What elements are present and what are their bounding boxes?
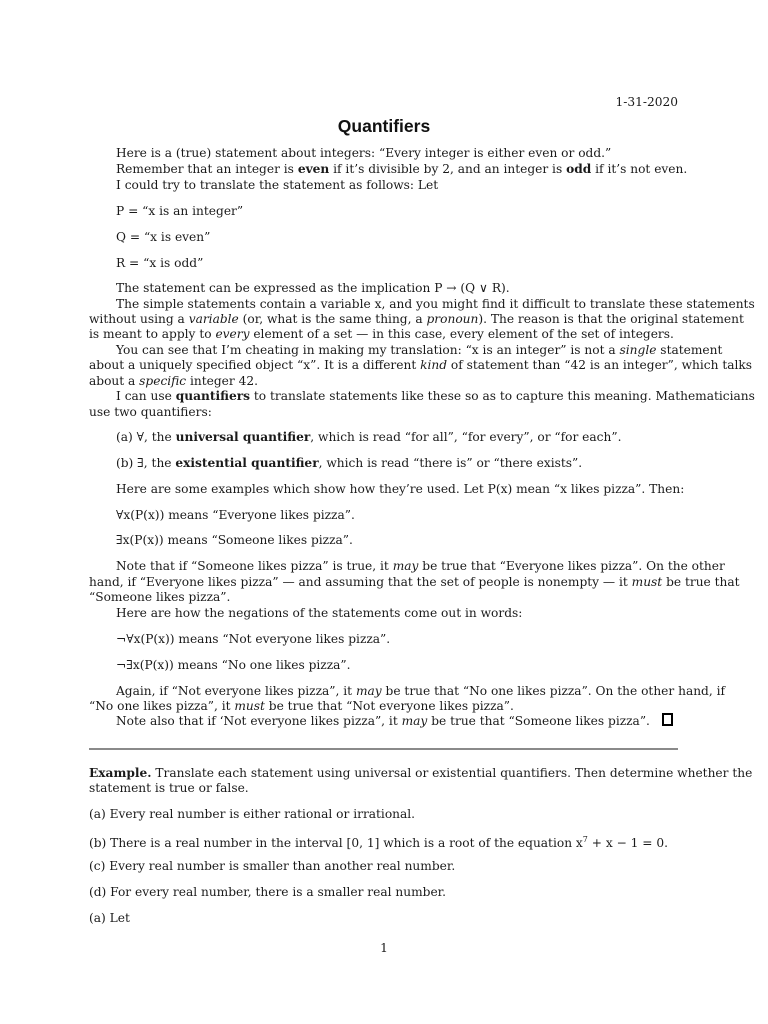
text-line: Note that if “Someone likes pizza” is true, it may be true that “Everyone likes pizza”. On the other [116, 559, 725, 573]
formula-line: ¬∀x(P(x)) means “Not everyone likes pizza”. [116, 632, 391, 646]
text-line: about a uniquely specified object “x”. It is a different kind of statement than “42 is an integer”, which talks [89, 358, 753, 372]
text-line: hand, if “Everyone likes pizza” — and assuming that the set of people is nonempty — it must be true that [89, 575, 740, 589]
text-line: about a specific integer 42. [89, 374, 258, 388]
text-line: Note also that if ‘Not everyone likes pizza”, it may be true that “Someone likes pizza”. [116, 713, 673, 729]
definition-q: Q = “x is even” [116, 230, 211, 244]
page-number: 1 [380, 941, 388, 955]
text-line: The simple statements contain a variable x, and you might find it difficult to translate these statements [116, 297, 755, 311]
document-date: 1-31-2020 [615, 95, 678, 109]
text-line: Example. Translate each statement using universal or existential quantifiers. Then determine whether the [89, 766, 753, 780]
qed-box-icon [662, 713, 673, 726]
text-line: Here is a (true) statement about integers: “Every integer is either even or odd.” [116, 146, 612, 160]
formula-line: ∃x(P(x)) means “Someone likes pizza”. [116, 533, 353, 547]
text-line: Again, if “Not everyone likes pizza”, it may be true that “No one likes pizza”. On the other hand, if [116, 684, 726, 698]
text-line: is meant to apply to every element of a set — in this case, every element of the set of integers. [89, 327, 674, 341]
text-line: I could try to translate the statement as follows: Let [116, 178, 439, 192]
formula-line: ¬∃x(P(x)) means “No one likes pizza”. [116, 658, 351, 672]
text-line: “No one likes pizza”, it must be true that “Not everyone likes pizza”. [89, 699, 514, 713]
quantifier-universal: (a) ∀, the universal quantifier, which is read “for all”, “for every”, or “for each”. [116, 430, 622, 444]
definition-r: R = “x is odd” [116, 256, 204, 270]
text-line: without using a variable (or, what is the same thing, a pronoun). The reason is that the original statement [89, 312, 744, 326]
formula-line: ∀x(P(x)) means “Everyone likes pizza”. [116, 508, 355, 522]
example-item: (a) Every real number is either rational or irrational. [89, 807, 416, 821]
text-line: The statement can be expressed as the implication P → (Q ∨ R). [116, 281, 510, 295]
example-item: (a) Let [89, 911, 130, 925]
text-line: use two quantifiers: [89, 405, 212, 419]
text-line: Here are some examples which show how they’re used. Let P(x) mean “x likes pizza”. Then: [116, 482, 685, 496]
text-line: Remember that an integer is even if it’s divisible by 2, and an integer is odd if it’s not even. [116, 162, 688, 176]
section-divider [89, 748, 678, 750]
definition-p: P = “x is an integer” [116, 204, 244, 218]
text-line: “Someone likes pizza”. [89, 590, 231, 604]
text-line: I can use quantifiers to translate statements like these so as to capture this meaning. Mathematicians [116, 389, 755, 403]
text-line: You can see that I’m cheating in making my translation: “x is an integer” is not a single statement [116, 343, 723, 357]
example-item: (d) For every real number, there is a smaller real number. [89, 885, 447, 899]
text-line: statement is true or false. [89, 781, 249, 795]
example-item: (c) Every real number is smaller than another real number. [89, 859, 456, 873]
text-line: Here are how the negations of the statements come out in words: [116, 606, 523, 620]
example-item: (b) There is a real number in the interval [0, 1] which is a root of the equation $x^7 + x - 1 = 0$. [89, 835, 669, 851]
quantifier-existential: (b) ∃, the existential quantifier, which is read “there is” or “there exists”. [116, 456, 583, 470]
page-title: Quantifiers [337, 116, 431, 136]
